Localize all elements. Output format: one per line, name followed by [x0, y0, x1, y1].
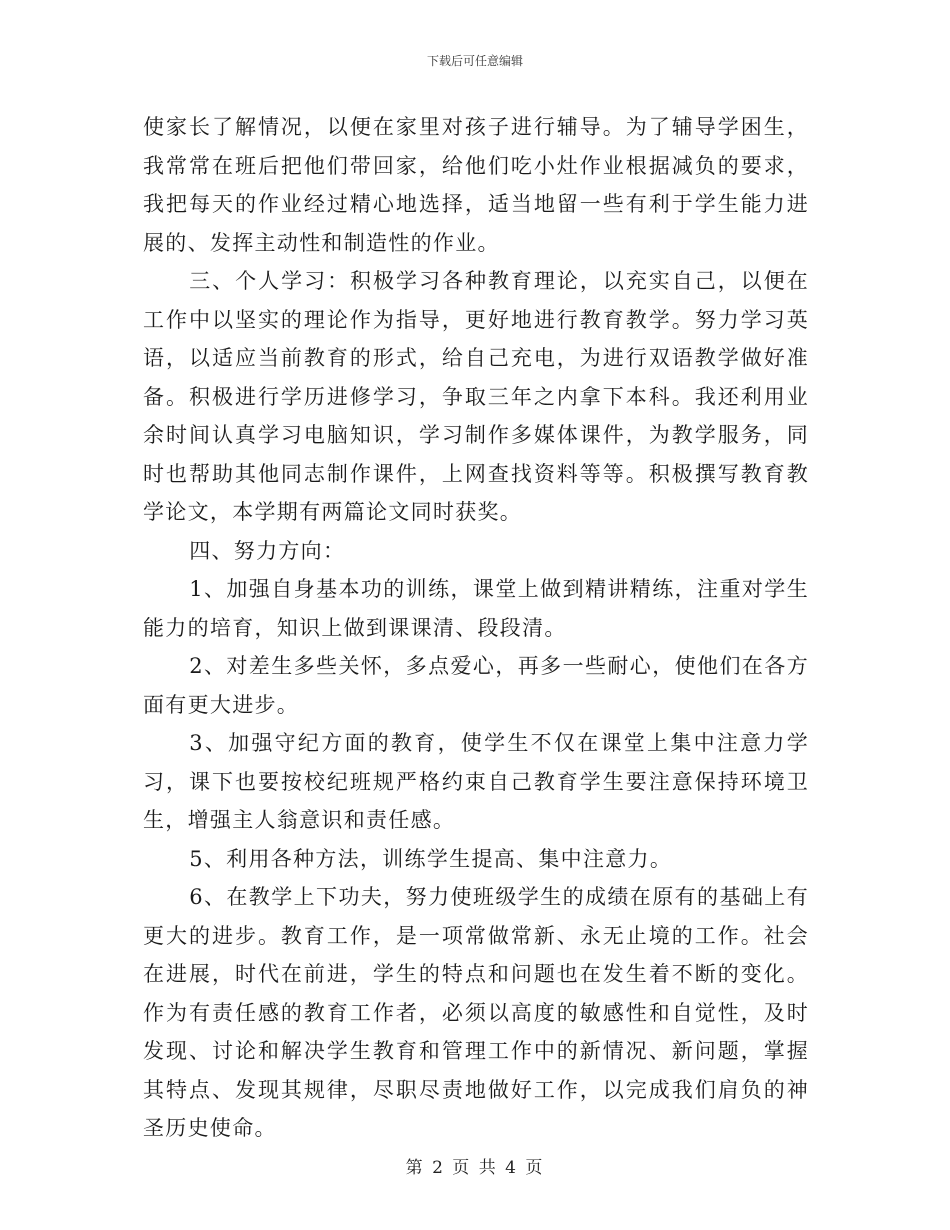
paragraph-1: 使家长了解情况，以便在家里对孩子进行辅导。为了辅导学困生，我常常在班后把他们带回家，给他们吃小灶作业根据减负的要求，我把每天的作业经过精心地选择，适当地留一些有利于学生能力进展的、发挥主动性和制造性的作业。: [143, 115, 809, 255]
paragraph-2: 三、个人学习：积极学习各种教育理论，以充实自己，以便在工作中以坚实的理论作为指导，更好地进行教育教学。努力学习英语，以适应当前教育的形式，给自己充电，为进行双语教学做好准备。积极进行学历进修学习，争取三年之内拿下本科。我还利用业余时间认真学习电脑知识，学习制作多媒体课件，为教学服务，同时也帮助其他同志制作课件，上网查找资料等等。积极撰写教育教学论文，本学期有两篇论文同时获奖。: [143, 269, 809, 524]
document-body: [143, 108, 809, 1148]
page-number-footer: 第 2 页 共 4 页: [405, 1158, 545, 1178]
paragraph-7: 5、利用各种方法，训练学生提高、集中注意力。: [189, 846, 673, 871]
paragraph-5: 2、对差生多些关怀，多点爱心，再多一些耐心，使他们在各方面有更大进步。: [143, 654, 809, 717]
paragraph-4: 1、加强自身基本功的训练，课堂上做到精讲精练，注重对学生能力的培育，知识上做到课课清、段段清。: [143, 577, 809, 640]
paragraph-3: 四、努力方向：: [189, 538, 346, 563]
paragraph-8: 6、在教学上下功夫，努力使班级学生的成绩在原有的基础上有更大的进步。教育工作，是一项常做常新、永无止境的工作。社会在进展，时代在前进，学生的特点和问题也在发生着不断的变化。作为有责任感的教育工作者，必须以高度的敏感性和自觉性，及时发现、讨论和解决学生教育和管理工作中的新情况、新问题，掌握其特点、发现其规律，尽职尽责地做好工作，以完成我们肩负的神圣历史使命。: [143, 885, 809, 1140]
paragraph-6: 3、加强守纪方面的教育，使学生不仅在课堂上集中注意力学习，课下也要按校纪班规严格约束自己教育学生要注意保持环境卫生，增强主人翁意识和责任感。: [143, 731, 809, 832]
page-header: 下载后可任意编辑: [426, 54, 523, 68]
